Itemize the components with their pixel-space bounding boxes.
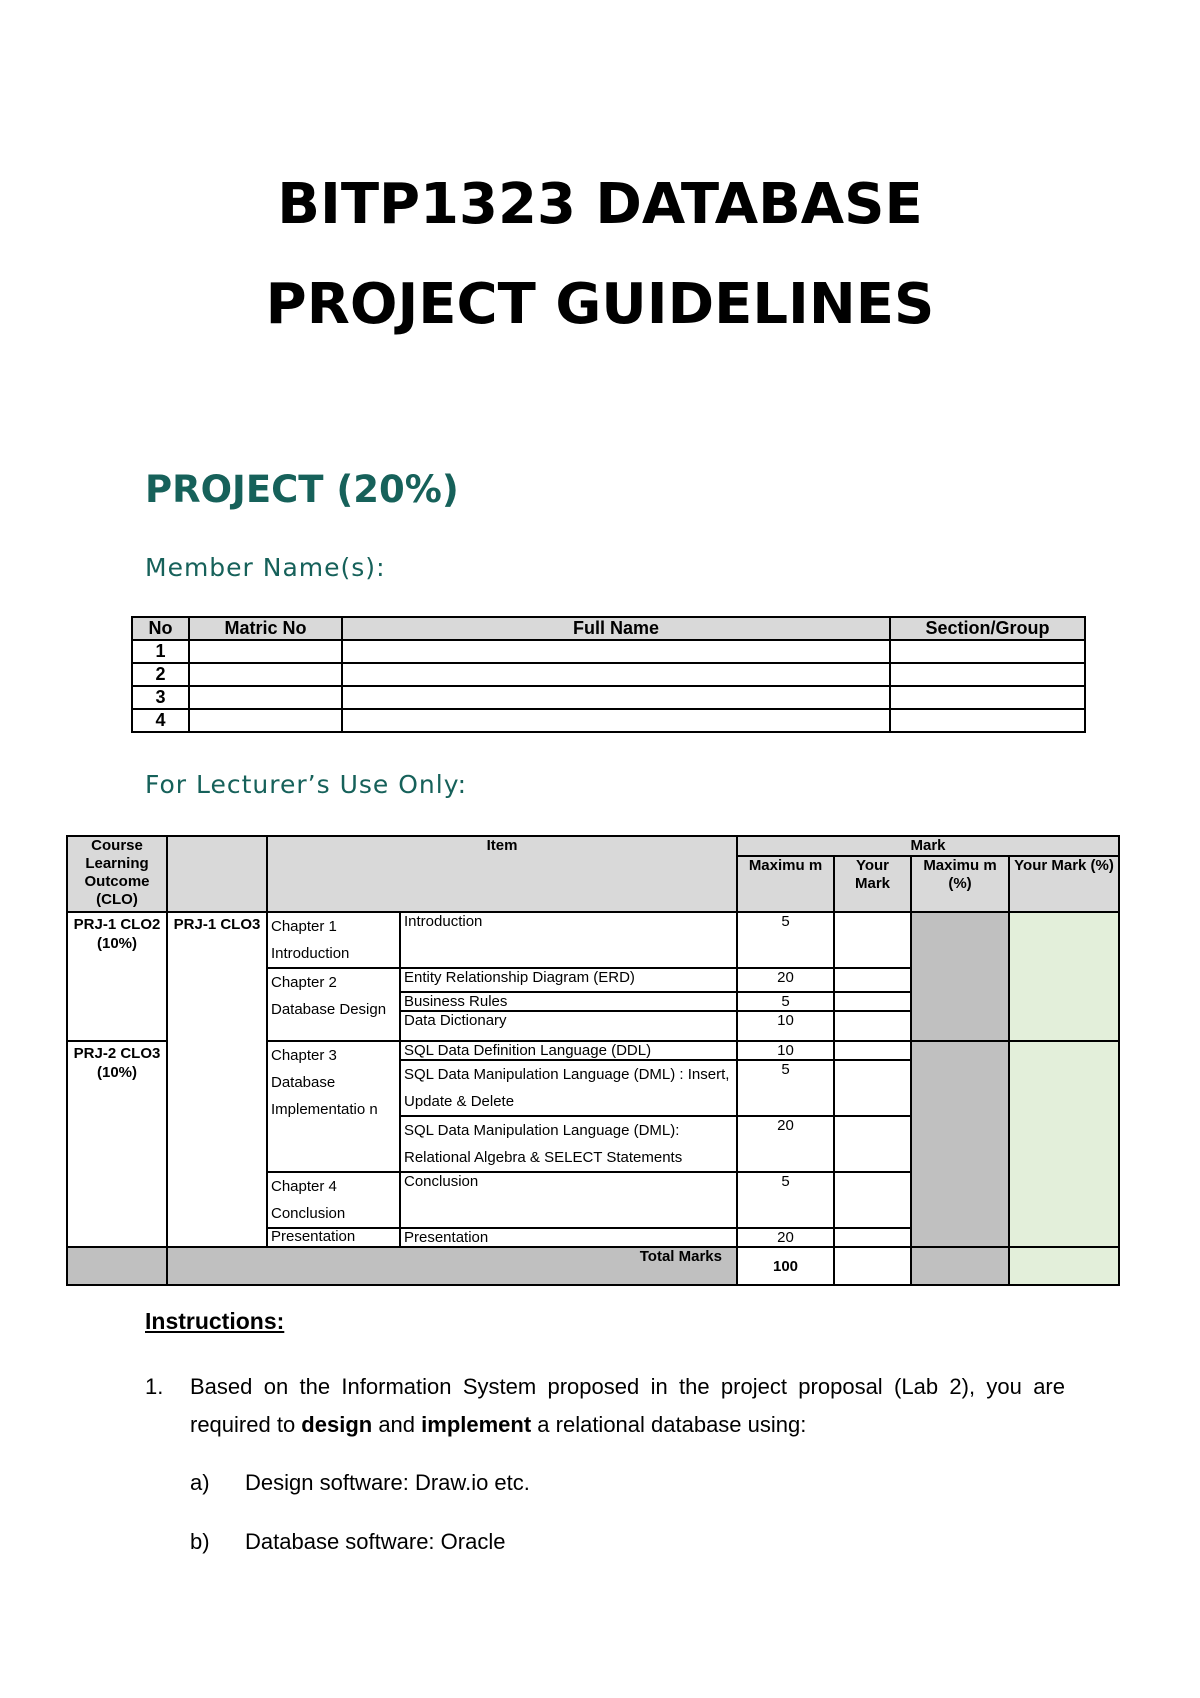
header-item: Item: [267, 836, 737, 912]
item-max: 10: [737, 1011, 834, 1041]
max-pct-cell: [911, 912, 1009, 1041]
item-max: 5: [737, 912, 834, 968]
instructions-heading: Instructions:: [145, 1308, 285, 1334]
instruction-1-post: a relational database using:: [531, 1412, 807, 1437]
sub-a-label: a): [190, 1470, 210, 1495]
chapter-2: Chapter 2 Database Design: [267, 968, 400, 1041]
chapter-3: Chapter 3 Database Implementatio n: [267, 1041, 400, 1172]
header-mark: Mark: [737, 836, 1119, 856]
header-clo: Course Learning Outcome (CLO): [67, 836, 167, 912]
your-mark-cell[interactable]: [834, 992, 911, 1011]
document-title-line1: BITP1323 DATABASE: [277, 172, 923, 237]
fullname-cell[interactable]: [342, 686, 890, 709]
fullname-cell[interactable]: [342, 663, 890, 686]
clo-prj2: PRJ-2 CLO3 (10%): [67, 1041, 167, 1247]
item-label: SQL Data Manipulation Language (DML) : Insert, Update & Delete: [400, 1060, 737, 1116]
sub-b-text: Database software: Oracle: [245, 1529, 506, 1554]
header-maximum: Maximu m: [737, 856, 834, 912]
row-number: 3: [132, 686, 189, 709]
item-label: Data Dictionary: [400, 1011, 737, 1041]
total-row: [67, 1247, 1119, 1285]
total-label: Total Marks: [167, 1247, 737, 1285]
instruction-1: [190, 1368, 1065, 1444]
your-mark-cell[interactable]: [834, 1011, 911, 1041]
item-max: 20: [737, 968, 834, 992]
member-table-header: [132, 617, 1085, 640]
header-blank: [167, 836, 267, 912]
section-cell[interactable]: [890, 709, 1085, 732]
item-label: SQL Data Manipulation Language (DML): Relational Algebra & SELECT Statements: [400, 1116, 737, 1172]
total-max-pct-cell: [911, 1247, 1009, 1285]
table-row: [132, 686, 1085, 709]
item-max: 10: [737, 1041, 834, 1060]
your-mark-cell[interactable]: [834, 1172, 911, 1228]
matric-cell[interactable]: [189, 663, 342, 686]
presentation-chapter: Presentation: [267, 1228, 400, 1247]
item-label: Conclusion: [400, 1172, 737, 1228]
your-mark-cell[interactable]: [834, 1228, 911, 1247]
project-heading: PROJECT (20%): [145, 468, 459, 511]
matric-cell[interactable]: [189, 640, 342, 663]
row-number: 2: [132, 663, 189, 686]
item-max: 5: [737, 992, 834, 1011]
instruction-1-pre: Based on the Information System proposed in the project proposal (Lab 2), you are required to: [190, 1374, 1065, 1437]
instruction-1-number: 1.: [145, 1374, 164, 1399]
total-value: 100: [737, 1247, 834, 1285]
item-max: 20: [737, 1228, 834, 1247]
sub-a-text: Design software: Draw.io etc.: [245, 1470, 530, 1495]
lecturer-heading: For Lecturer’s Use Only:: [145, 770, 468, 799]
your-mark-cell[interactable]: [834, 1060, 911, 1116]
your-pct-cell[interactable]: [1009, 1041, 1119, 1247]
table-row: [132, 709, 1085, 732]
members-heading: Member Name(s):: [145, 553, 386, 582]
fullname-cell[interactable]: [342, 709, 890, 732]
fullname-cell[interactable]: [342, 640, 890, 663]
your-pct-cell[interactable]: [1009, 912, 1119, 1041]
section-cell[interactable]: [890, 640, 1085, 663]
item-label: SQL Data Definition Language (DDL): [400, 1041, 737, 1060]
table-row: [132, 663, 1085, 686]
instruction-1-bold-implement: implement: [421, 1412, 532, 1437]
max-pct-cell: [911, 1041, 1009, 1247]
row-number: 1: [132, 640, 189, 663]
item-label: Introduction: [400, 912, 737, 968]
total-your-mark-cell[interactable]: [834, 1247, 911, 1285]
section-cell[interactable]: [890, 663, 1085, 686]
row-number: 4: [132, 709, 189, 732]
header-no: No: [132, 617, 189, 640]
table-row: [67, 912, 1119, 968]
your-mark-cell[interactable]: [834, 1041, 911, 1060]
clo-prj1: PRJ-1 CLO2 (10%): [67, 912, 167, 1041]
item-max: 5: [737, 1172, 834, 1228]
chapter-1: Chapter 1 Introduction: [267, 912, 400, 968]
header-your-mark-pct: Your Mark (%): [1009, 856, 1119, 912]
member-table: [131, 616, 1086, 733]
matric-cell[interactable]: [189, 686, 342, 709]
chapter-4: Chapter 4 Conclusion: [267, 1172, 400, 1228]
item-label: Entity Relationship Diagram (ERD): [400, 968, 737, 992]
grading-table: [66, 835, 1120, 1286]
sub-b-label: b): [190, 1529, 210, 1554]
header-your-mark: Your Mark: [834, 856, 911, 912]
your-mark-cell[interactable]: [834, 912, 911, 968]
your-mark-cell[interactable]: [834, 968, 911, 992]
matric-cell[interactable]: [189, 709, 342, 732]
header-fullname: Full Name: [342, 617, 890, 640]
item-max: 5: [737, 1060, 834, 1116]
item-label: Business Rules: [400, 992, 737, 1011]
item-max: 20: [737, 1116, 834, 1172]
header-maximum-pct: Maximu m (%): [911, 856, 1009, 912]
instruction-1-mid: and: [372, 1412, 422, 1437]
item-label: Presentation: [400, 1228, 737, 1247]
your-mark-cell[interactable]: [834, 1116, 911, 1172]
header-section: Section/Group: [890, 617, 1085, 640]
table-row: [132, 640, 1085, 663]
document-title-line2: PROJECT GUIDELINES: [265, 272, 935, 337]
clo-prj1-short: PRJ-1 CLO3: [167, 912, 267, 1247]
instruction-1-bold-design: design: [301, 1412, 373, 1437]
total-your-pct-cell[interactable]: [1009, 1247, 1119, 1285]
total-blank: [67, 1247, 167, 1285]
section-cell[interactable]: [890, 686, 1085, 709]
header-matric: Matric No: [189, 617, 342, 640]
